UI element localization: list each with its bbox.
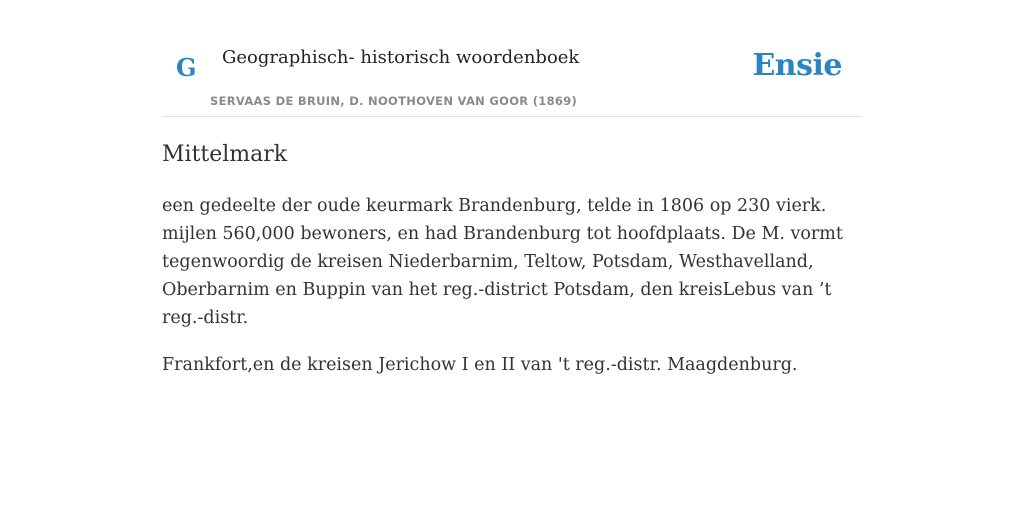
entry-paragraph: een gedeelte der oude keurmark Brandenburg, telde in 1806 op 230 vierk. mijlen 560,000 bewoners, en had Brandenburg tot hoofdplaats. De M. vormt tegenwoordig de kreisen Niederbarnim, Teltow, Potsdam, Westhavelland, Oberbarnim en Buppin van het reg.-district Potsdam, den kreisLebus van ’t reg.-distr. <box>162 196 843 328</box>
book-header <box>162 0 862 117</box>
entry-paragraph: Frankfort,en de kreisen Jerichow I en II van 't reg.-distr. Maagdenburg. <box>162 355 798 375</box>
book-author: SERVAAS DE BRUIN, D. NOOTHOVEN VAN GOOR (1869) <box>210 94 578 108</box>
entry-title: Mittelmark <box>162 142 288 167</box>
entry-body <box>162 192 862 398</box>
book-icon[interactable]: G <box>176 53 197 82</box>
ensie-logo[interactable]: Ensie <box>752 48 842 83</box>
book-title-link[interactable]: Geographisch- historisch woordenboek <box>222 47 580 68</box>
